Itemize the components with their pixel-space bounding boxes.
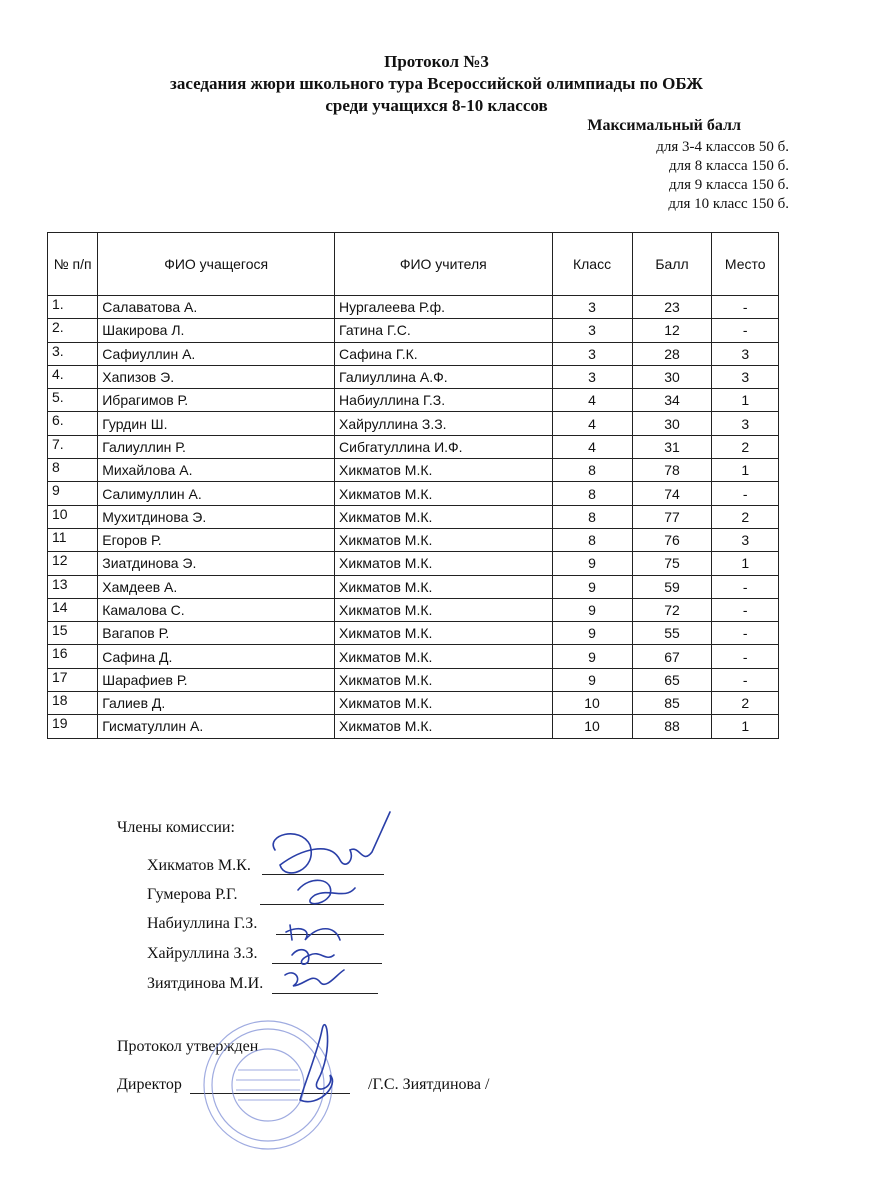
max-score-line: для 10 класс 150 б.	[668, 196, 789, 212]
place-value: -	[712, 575, 779, 598]
row-number: 18	[48, 692, 98, 715]
class-value: 4	[552, 389, 632, 412]
score-value: 65	[632, 668, 712, 691]
row-number: 11	[48, 528, 98, 551]
protocol-title: Протокол №3	[384, 52, 489, 71]
class-value: 9	[552, 622, 632, 645]
score-value: 31	[632, 435, 712, 458]
teacher-name: Сафина Г.К.	[335, 342, 553, 365]
class-value: 3	[552, 296, 632, 319]
student-name: Гурдин Ш.	[98, 412, 335, 435]
row-number: 4.	[48, 365, 98, 388]
score-value: 23	[632, 296, 712, 319]
place-value: -	[712, 319, 779, 342]
place-value: 3	[712, 528, 779, 551]
place-value: -	[712, 296, 779, 319]
score-value: 77	[632, 505, 712, 528]
row-number: 5.	[48, 389, 98, 412]
place-value: -	[712, 482, 779, 505]
student-name: Гисматуллин А.	[98, 715, 335, 738]
col-header-score: Балл	[632, 233, 712, 296]
class-value: 8	[552, 505, 632, 528]
student-name: Салимуллин А.	[98, 482, 335, 505]
handwritten-signatures	[273, 812, 390, 1102]
teacher-name: Набиуллина Г.З.	[335, 389, 553, 412]
score-value: 78	[632, 459, 712, 482]
teacher-name: Хикматов М.К.	[335, 668, 553, 691]
row-number: 10	[48, 505, 98, 528]
place-value: -	[712, 668, 779, 691]
row-number: 3.	[48, 342, 98, 365]
row-number: 19	[48, 715, 98, 738]
class-value: 8	[552, 482, 632, 505]
place-value: 1	[712, 389, 779, 412]
student-name: Камалова С.	[98, 598, 335, 621]
score-value: 67	[632, 645, 712, 668]
teacher-name: Хикматов М.К.	[335, 715, 553, 738]
row-number: 15	[48, 622, 98, 645]
teacher-name: Хикматов М.К.	[335, 528, 553, 551]
row-number: 8	[48, 459, 98, 482]
max-score-title: Максимальный балл	[587, 117, 741, 134]
place-value: 3	[712, 342, 779, 365]
class-value: 9	[552, 598, 632, 621]
place-value: 3	[712, 412, 779, 435]
teacher-name: Хикматов М.К.	[335, 552, 553, 575]
row-number: 2.	[48, 319, 98, 342]
row-number: 9	[48, 482, 98, 505]
teacher-name: Хикматов М.К.	[335, 482, 553, 505]
class-value: 3	[552, 319, 632, 342]
row-number: 12	[48, 552, 98, 575]
place-value: 2	[712, 505, 779, 528]
student-name: Михайлова А.	[98, 459, 335, 482]
place-value: -	[712, 645, 779, 668]
approval-text: Протокол утвержден	[117, 1038, 259, 1055]
place-value: 1	[712, 715, 779, 738]
teacher-name: Хикматов М.К.	[335, 598, 553, 621]
row-number: 13	[48, 575, 98, 598]
student-name: Шарафиев Р.	[98, 668, 335, 691]
teacher-name: Хикматов М.К.	[335, 459, 553, 482]
max-score-line: для 8 класса 150 б.	[669, 158, 789, 174]
student-name: Ибрагимов Р.	[98, 389, 335, 412]
student-name: Салаватова А.	[98, 296, 335, 319]
commission-title: Члены комиссии:	[117, 819, 235, 836]
score-value: 34	[632, 389, 712, 412]
student-name: Шакирова Л.	[98, 319, 335, 342]
commission-member: Хикматов М.К.	[147, 857, 251, 874]
place-value: 3	[712, 365, 779, 388]
student-name: Галиуллин Р.	[98, 435, 335, 458]
class-value: 9	[552, 575, 632, 598]
protocol-subtitle-grades: среди учащихся 8-10 классов	[325, 96, 548, 115]
score-value: 55	[632, 622, 712, 645]
place-value: 1	[712, 552, 779, 575]
class-value: 9	[552, 668, 632, 691]
teacher-name: Хайруллина З.З.	[335, 412, 553, 435]
score-value: 76	[632, 528, 712, 551]
student-name: Мухитдинова Э.	[98, 505, 335, 528]
teacher-name: Хикматов М.К.	[335, 622, 553, 645]
score-value: 85	[632, 692, 712, 715]
student-name: Вагапов Р.	[98, 622, 335, 645]
col-header-num: № п/п	[48, 233, 98, 296]
class-value: 4	[552, 412, 632, 435]
student-name: Хамдеев А.	[98, 575, 335, 598]
teacher-name: Галиуллина А.Ф.	[335, 365, 553, 388]
teacher-name: Хикматов М.К.	[335, 575, 553, 598]
director-name: /Г.С. Зиятдинова /	[368, 1076, 490, 1093]
place-value: 1	[712, 459, 779, 482]
director-label: Директор	[117, 1076, 182, 1093]
school-stamp	[204, 1021, 332, 1149]
row-number: 16	[48, 645, 98, 668]
student-name: Сафина Д.	[98, 645, 335, 668]
score-value: 30	[632, 365, 712, 388]
row-number: 1.	[48, 296, 98, 319]
score-value: 75	[632, 552, 712, 575]
row-number: 17	[48, 668, 98, 691]
commission-member: Зиятдинова М.И.	[147, 975, 264, 992]
student-name: Егоров Р.	[98, 528, 335, 551]
place-value: -	[712, 622, 779, 645]
score-value: 74	[632, 482, 712, 505]
score-value: 28	[632, 342, 712, 365]
score-value: 59	[632, 575, 712, 598]
class-value: 8	[552, 459, 632, 482]
class-value: 3	[552, 342, 632, 365]
commission-member: Хайруллина З.З.	[147, 945, 258, 962]
col-header-student: ФИО учащегося	[98, 233, 335, 296]
score-value: 12	[632, 319, 712, 342]
score-value: 72	[632, 598, 712, 621]
class-value: 8	[552, 528, 632, 551]
protocol-subtitle: заседания жюри школьного тура Всероссийской олимпиады по ОБЖ	[170, 74, 703, 93]
student-name: Сафиуллин А.	[98, 342, 335, 365]
class-value: 9	[552, 552, 632, 575]
teacher-name: Гатина Г.С.	[335, 319, 553, 342]
row-number: 14	[48, 598, 98, 621]
col-header-teacher: ФИО учителя	[335, 233, 553, 296]
teacher-name: Хикматов М.К.	[335, 645, 553, 668]
class-value: 10	[552, 715, 632, 738]
commission-member: Гумерова Р.Г.	[147, 886, 238, 903]
max-score-line: для 3-4 классов 50 б.	[656, 139, 789, 155]
class-value: 3	[552, 365, 632, 388]
row-number: 7.	[48, 435, 98, 458]
student-name: Хапизов Э.	[98, 365, 335, 388]
commission-member: Набиуллина Г.З.	[147, 915, 258, 932]
max-score-line: для 9 класса 150 б.	[669, 177, 789, 193]
student-name: Галиев Д.	[98, 692, 335, 715]
class-value: 10	[552, 692, 632, 715]
place-value: 2	[712, 435, 779, 458]
student-name: Зиатдинова Э.	[98, 552, 335, 575]
teacher-name: Нургалеева Р.ф.	[335, 296, 553, 319]
score-value: 30	[632, 412, 712, 435]
class-value: 4	[552, 435, 632, 458]
row-number: 6.	[48, 412, 98, 435]
teacher-name: Хикматов М.К.	[335, 505, 553, 528]
score-value: 88	[632, 715, 712, 738]
col-header-place: Место	[712, 233, 779, 296]
teacher-name: Сибгатуллина И.Ф.	[335, 435, 553, 458]
place-value: 2	[712, 692, 779, 715]
class-value: 9	[552, 645, 632, 668]
teacher-name: Хикматов М.К.	[335, 692, 553, 715]
col-header-class: Класс	[552, 233, 632, 296]
place-value: -	[712, 598, 779, 621]
